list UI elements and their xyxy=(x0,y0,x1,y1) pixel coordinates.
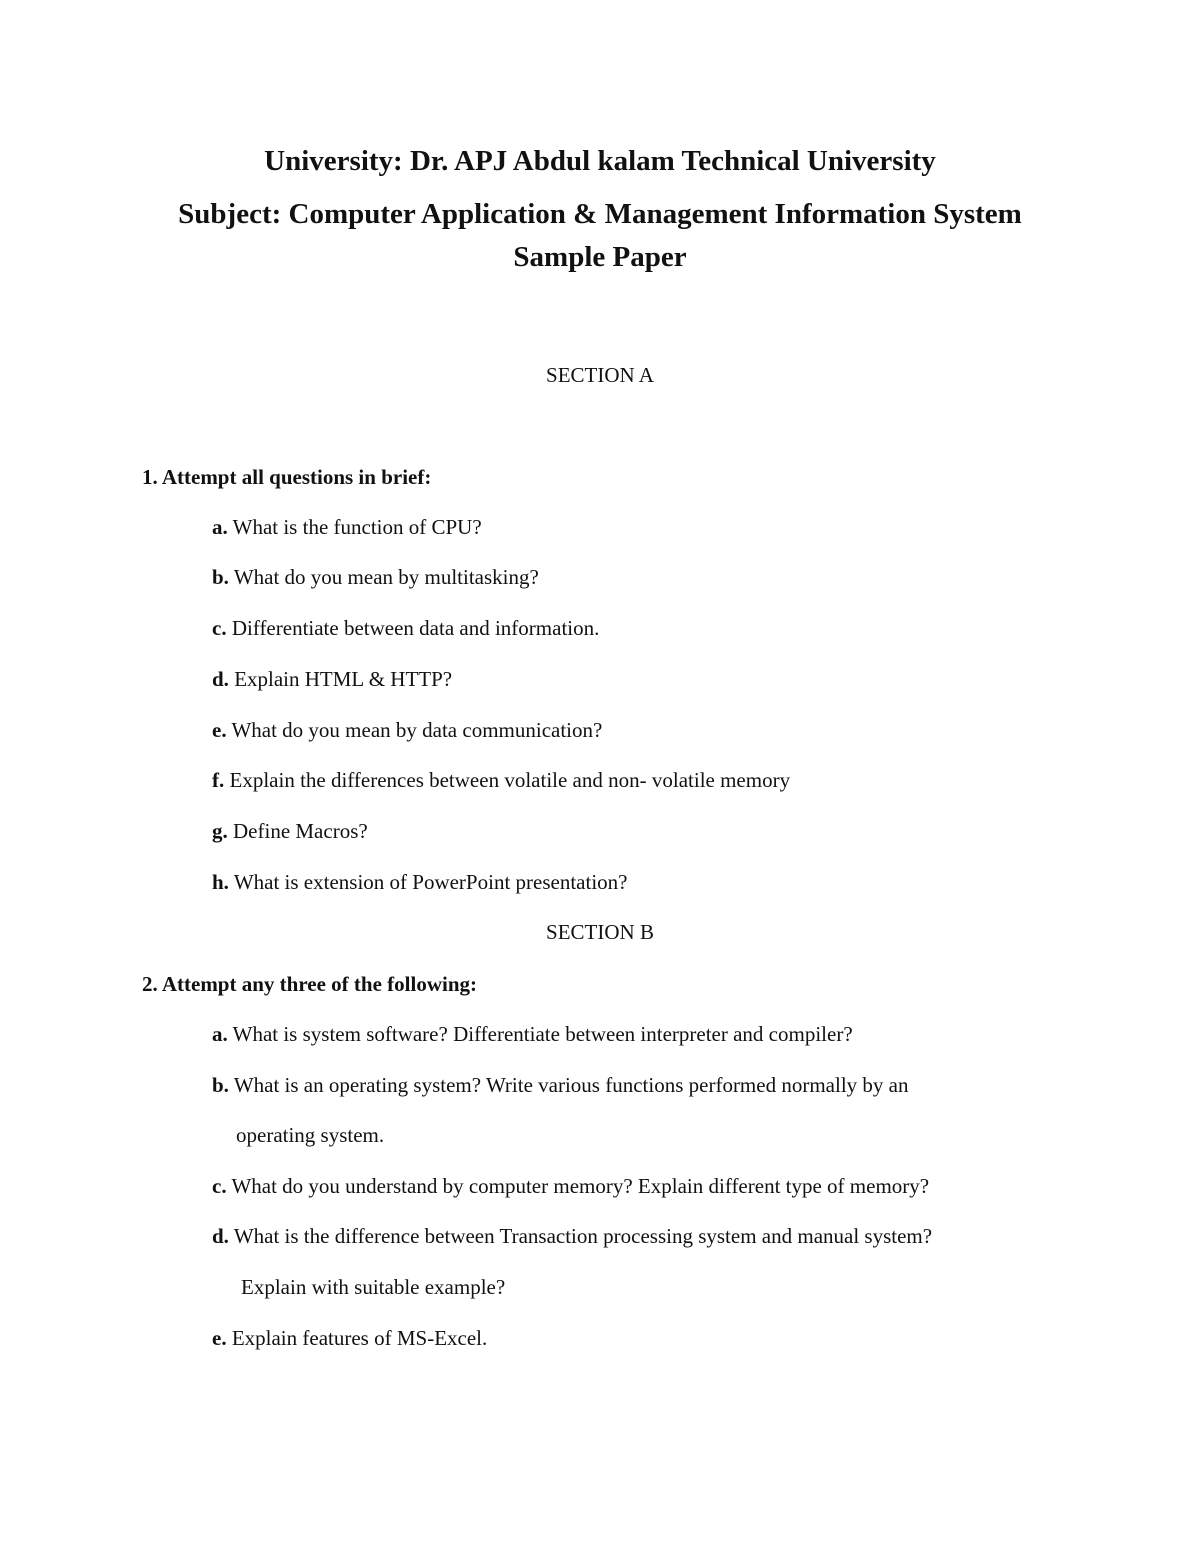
list-item xyxy=(212,1172,929,1200)
list-item xyxy=(212,1020,853,1048)
item-text: What is extension of PowerPoint presentation? xyxy=(233,870,628,894)
item-text: What is system software? Differentiate between interpreter and compiler? xyxy=(232,1022,853,1046)
item-letter: b. xyxy=(212,565,229,589)
item-letter: c. xyxy=(212,1174,227,1198)
item-text: What do you understand by computer memory? Explain different type of memory? xyxy=(231,1174,930,1198)
item-text: What is the function of CPU? xyxy=(232,515,482,539)
list-item xyxy=(212,868,627,896)
item-letter: d. xyxy=(212,1224,229,1248)
item-letter: d. xyxy=(212,667,229,691)
item-letter: c. xyxy=(212,616,227,640)
item-text: What do you mean by multitasking? xyxy=(233,565,539,589)
list-item xyxy=(212,1222,932,1250)
item-letter: e. xyxy=(212,718,227,742)
item-letter: a. xyxy=(212,515,228,539)
item-text: Explain HTML & HTTP? xyxy=(234,667,453,691)
section-a-title: SECTION A xyxy=(546,363,654,387)
section-b-title: SECTION B xyxy=(546,920,654,944)
item-text: What is the difference between Transaction processing system and manual system? xyxy=(233,1224,933,1248)
item-continuation: operating system. xyxy=(236,1123,385,1147)
item-text: Define Macros? xyxy=(233,819,368,843)
list-item xyxy=(212,1071,908,1099)
item-letter: f. xyxy=(212,768,225,792)
list-item xyxy=(212,563,539,591)
paper-title: Sample Paper xyxy=(513,241,687,273)
item-text: What is an operating system? Write various functions performed normally by an xyxy=(233,1073,909,1097)
item-text: Differentiate between data and information. xyxy=(231,616,600,640)
item-text: Explain features of MS-Excel. xyxy=(231,1326,488,1350)
item-text: What do you mean by data communication? xyxy=(231,718,603,742)
subject-heading: Subject: Computer Application & Management Information System xyxy=(178,198,1022,230)
list-item xyxy=(212,716,602,744)
item-letter: a. xyxy=(212,1022,228,1046)
item-letter: h. xyxy=(212,870,229,894)
list-item xyxy=(212,766,790,794)
question-2-heading: 2. Attempt any three of the following: xyxy=(142,972,477,996)
list-item xyxy=(212,1324,487,1352)
list-item xyxy=(212,614,599,642)
item-text: Explain the differences between volatile and non- volatile memory xyxy=(229,768,791,792)
list-item xyxy=(212,817,368,845)
university-heading: University: Dr. APJ Abdul kalam Technical University xyxy=(264,145,936,177)
item-letter: e. xyxy=(212,1326,227,1350)
list-item xyxy=(212,513,482,541)
question-1-heading: 1. Attempt all questions in brief: xyxy=(142,465,432,489)
item-letter: g. xyxy=(212,819,228,843)
item-continuation: Explain with suitable example? xyxy=(241,1275,506,1299)
item-letter: b. xyxy=(212,1073,229,1097)
list-item xyxy=(212,665,452,693)
